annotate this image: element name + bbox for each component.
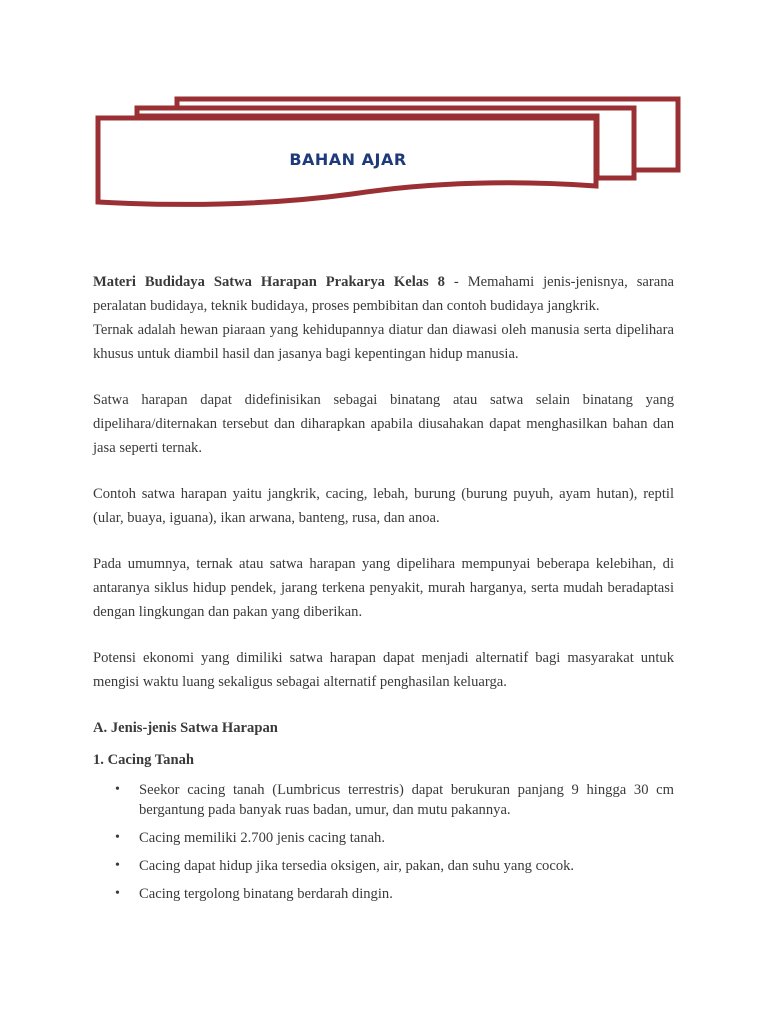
list-item <box>93 856 674 876</box>
paragraph-contoh: Contoh satwa harapan yaitu jangkrik, cacing, lebah, burung (burung puyuh, ayam hutan), reptil (ular, buaya, iguana), ikan arwana, banteng, rusa, dan anoa. <box>93 486 674 526</box>
document-body <box>93 270 674 912</box>
paragraph-ternak: Ternak adalah hewan piaraan yang kehidupannya diatur dan diawasi oleh manusia serta dipelihara khusus untuk diambil hasil dan jasanya bagi kepentingan hidup manusia. <box>93 322 674 362</box>
list-item-text: Cacing memiliki 2.700 jenis cacing tanah. <box>139 830 386 846</box>
intro-dash: - <box>444 274 468 290</box>
bullet-icon: • <box>115 782 120 797</box>
intro-text: Memahami jenis-jenisnya, sarana peralatan budidaya, teknik budidaya, proses pembibitan dan contoh budidaya jangkrik. <box>93 274 674 314</box>
banner-title: BAHAN AJAR <box>289 150 407 169</box>
list-item-text: Seekor cacing tanah (Lumbricus terrestris) dapat berukuran panjang 9 hingga 30 cm bergantung pada banyak ruas badan, umur, dan mutu pakannya. <box>139 782 674 818</box>
list-item <box>93 884 674 904</box>
subsection-heading: 1. Cacing Tanah <box>93 752 194 768</box>
list-item-text: Cacing tergolong binatang berdarah dingin. <box>139 886 393 902</box>
list-item <box>93 780 674 820</box>
bullet-icon: • <box>115 858 120 873</box>
bullet-list <box>93 780 674 904</box>
section-heading: A. Jenis-jenis Satwa Harapan <box>93 720 278 736</box>
paragraph-potensi: Potensi ekonomi yang dimiliki satwa harapan dapat menjadi alternatif bagi masyarakat untuk mengisi waktu luang sekaligus sebagai alternatif penghasilan keluarga. <box>93 650 674 690</box>
bullet-icon: • <box>115 830 120 845</box>
paragraph-kelebihan: Pada umumnya, ternak atau satwa harapan yang dipelihara mempunyai beberapa kelebihan, di antaranya siklus hidup pendek, jarang terkena penyakit, murah harganya, serta mudah beradaptasi dengan lingkungan dan pakan yang diberikan. <box>93 556 674 620</box>
bullet-icon: • <box>115 886 120 901</box>
intro-bold-lead: Materi Budidaya Satwa Harapan Prakarya Kelas 8 <box>93 274 445 290</box>
paragraph-definisi: Satwa harapan dapat didefinisikan sebagai binatang atau satwa selain binatang yang dipelihara/diternakan tersebut dan diharapkan apabila diusahakan dapat menghasilkan bahan dan jasa seperti ternak. <box>93 392 674 456</box>
list-item-text: Cacing dapat hidup jika tersedia oksigen, air, pakan, dan suhu yang cocok. <box>139 858 575 874</box>
intro-paragraph <box>93 270 674 318</box>
title-banner <box>92 94 684 210</box>
list-item <box>93 828 674 848</box>
